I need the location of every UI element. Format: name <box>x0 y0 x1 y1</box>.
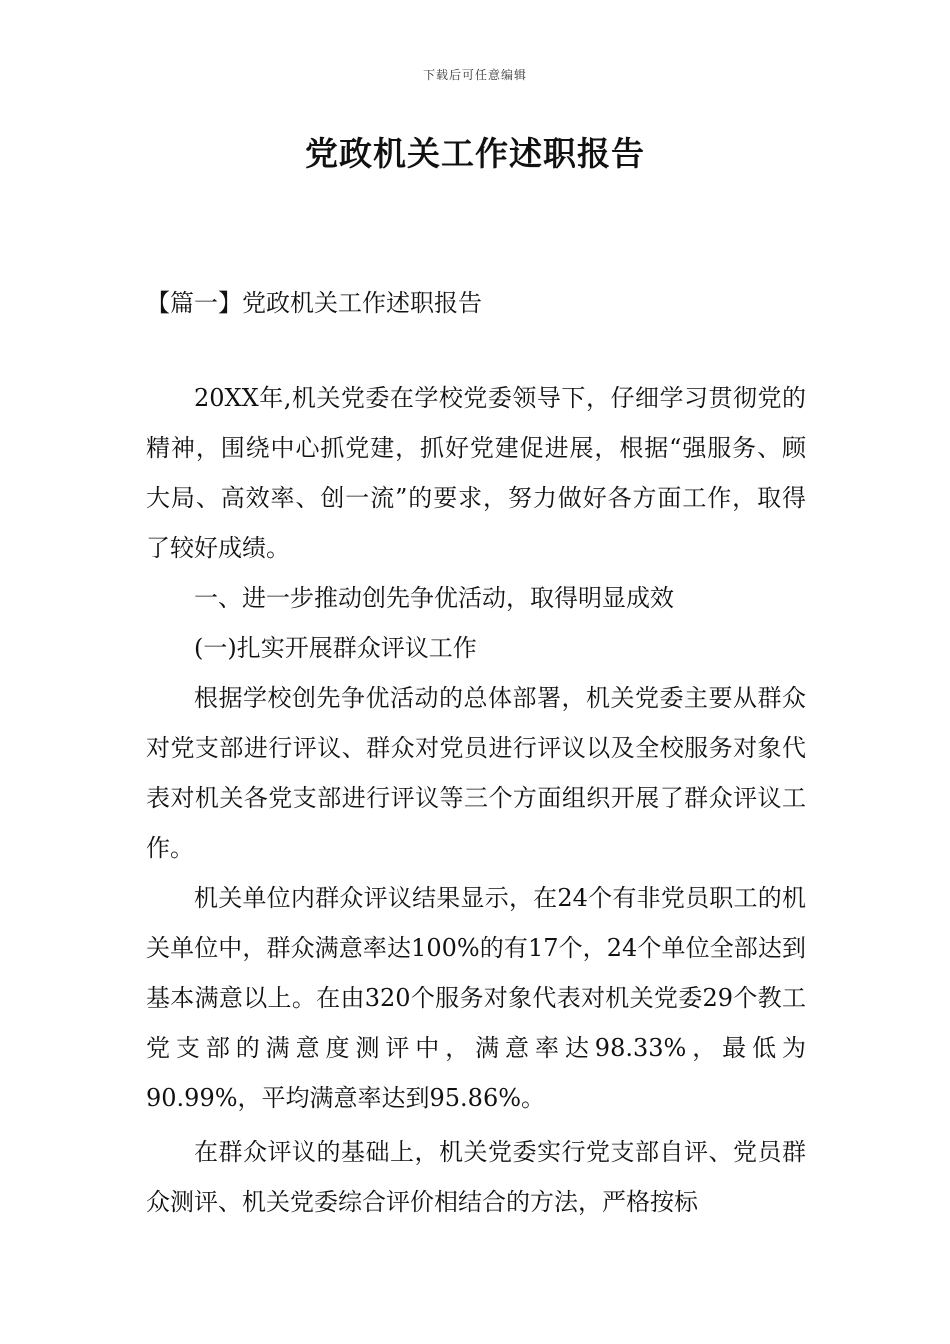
paragraph-results: 机关单位内群众评议结果显示，在24个有非党员职工的机关单位中，群众满意率达100%的有17个，24个单位全部达到基本满意以上。在由320个服务对象代表对机关党委29个教工党支部的满意度测评中，满意率达98.33%，最低为90.99%，平均满意率达到95.86%。 <box>146 884 806 1112</box>
document-body <box>146 373 806 1227</box>
paragraph-deployment: 根据学校创先争优活动的总体部署，机关党委主要从群众对党支部进行评议、群众对党员进行评议以及全校服务对象代表对机关各党支部进行评议等三个方面组织开展了群众评议工作。 <box>146 684 806 862</box>
paragraph-intro: 20XX年,机关党委在学校党委领导下，仔细学习贯彻党的精神，围绕中心抓党建，抓好党建促进展，根据“强服务、顾大局、高效率、创一流”的要求，努力做好各方面工作，取得了较好成绩。 <box>146 384 806 562</box>
section-heading: 【篇一】党政机关工作述职报告 <box>146 289 482 317</box>
page-header-note: 下载后可任意编辑 <box>422 68 527 82</box>
document-title: 党政机关工作述职报告 <box>305 134 645 173</box>
paragraph-heading-1: 一、进一步推动创先争优活动，取得明显成效 <box>194 584 674 612</box>
paragraph-subheading-1: (一)扎实开展群众评议工作 <box>194 634 477 662</box>
paragraph-evaluation: 在群众评议的基础上，机关党委实行党支部自评、党员群众测评、机关党委综合评价相结合的方法，严格按标 <box>146 1138 806 1216</box>
